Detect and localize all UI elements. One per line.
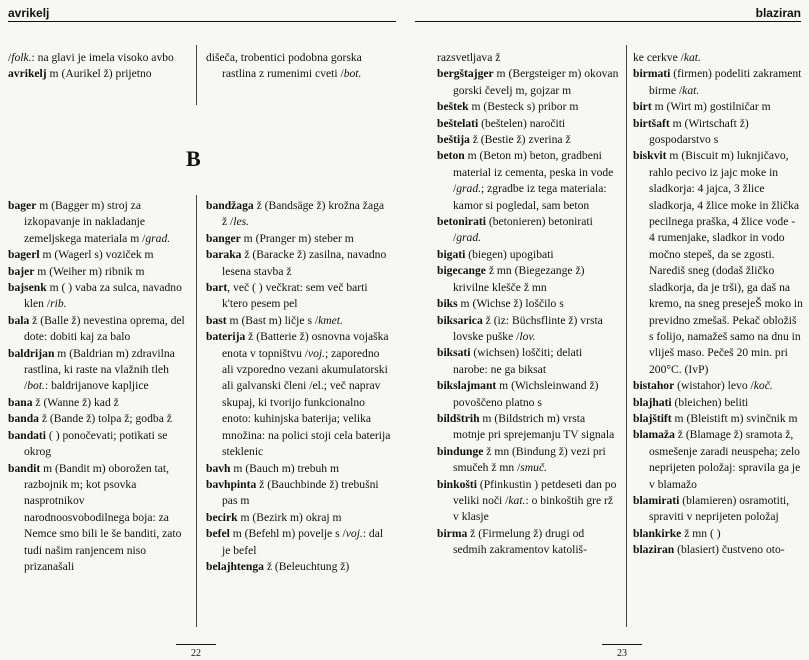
headword: beštija <box>437 133 470 147</box>
usage-label: smuč. <box>520 461 548 475</box>
headword: banger <box>206 231 241 245</box>
dictionary-entry <box>437 66 619 99</box>
definition-text: ž mn ( ) <box>681 526 721 540</box>
dictionary-entry <box>8 50 186 66</box>
dictionary-entry <box>633 66 803 99</box>
definition-text: (wichsen) loščiti; delati narobe: ne ga biksat <box>453 346 583 376</box>
definition-text: m (Bleistift m) svinčnik m <box>671 411 798 425</box>
definition-text: (wistahor) levo / <box>674 379 754 393</box>
headword: binkošti <box>437 477 477 491</box>
headword: bergštajger <box>437 67 494 81</box>
definition-text: m ( ) vaba za sulca, navadno klen / <box>24 281 182 311</box>
dictionary-entry <box>206 510 391 526</box>
usage-label: bot. <box>343 67 362 81</box>
headword: bajsenk <box>8 281 47 295</box>
right-page <box>407 0 809 660</box>
column-1 <box>437 50 619 559</box>
definition-text: ž (Bande ž) tolpa ž; godba ž <box>38 412 172 426</box>
usage-label: lov. <box>519 329 536 343</box>
usage-label: grad. <box>145 231 171 245</box>
headword: bikslajmant <box>437 379 497 393</box>
dictionary-entry <box>206 329 391 460</box>
usage-label: kat. <box>682 83 700 97</box>
dictionary-entry <box>8 247 188 263</box>
headword: blaziran <box>633 543 675 557</box>
usage-label: les. <box>233 215 250 229</box>
headword: bindunge <box>437 444 484 458</box>
header-rule <box>8 21 396 22</box>
usage-label: koč. <box>753 379 773 393</box>
headword: birtšaft <box>633 116 670 130</box>
dictionary-entry <box>437 263 619 296</box>
headword: bildštrih <box>437 411 480 425</box>
definition-text: m (Pranger m) steber m <box>240 231 354 245</box>
definition-text: ž (Batterie ž) osnovna vojaška enota v topništvu / <box>222 330 389 360</box>
dictionary-entry <box>437 214 619 247</box>
dictionary-entry <box>437 99 619 115</box>
definition-text: m (Wirtschaft ž) gospodarstvo s <box>649 116 749 147</box>
definition-text: ž (Baracke ž) zasilna, navadno lesena stavba ž <box>222 248 387 278</box>
running-header-left: avrikelj <box>8 6 50 20</box>
definition-text: ; zaporedno ali vzporedno vezani akumulatorski ali galvanski členi /el.; več naprav skupaj, ki tvorijo funkcionalno enoto: kuhinjska baterija; velika množina: na polici stoji cela baterija steklenic <box>222 346 391 459</box>
headword: baldrijan <box>8 346 55 360</box>
headword: bana <box>8 395 33 409</box>
definition-text: : baldrijanove kapljice <box>44 379 149 393</box>
definition-text: m (Bildstrich m) vrsta motnje pri sprejemanju TV signala <box>453 411 615 442</box>
definition-text: ž (Bandsäge ž) krožna žaga ž / <box>222 199 385 229</box>
section-letter: B <box>186 146 201 171</box>
dictionary-entry <box>437 132 619 148</box>
dictionary-entry <box>633 493 803 526</box>
dictionary-entry <box>437 477 619 526</box>
headword: blajštift <box>633 411 672 425</box>
definition-text: (blamieren) osramotiti, spraviti v neprijeten položaj <box>649 493 790 524</box>
headword: bandžaga <box>206 199 254 212</box>
footer-rule <box>602 644 642 645</box>
definition-text: m (Wirt m) gostilničar m <box>651 100 771 114</box>
dictionary-entry <box>206 477 391 510</box>
headword: belajhtenga <box>206 559 264 573</box>
usage-label: rib. <box>50 297 67 311</box>
definition-text: m (Befehl m) povelje s / <box>229 527 346 541</box>
headword: blajhati <box>633 395 672 409</box>
top-column-1 <box>8 50 186 83</box>
dictionary-entry <box>437 296 619 312</box>
headword: birt <box>633 100 652 114</box>
headword: bager <box>8 199 37 212</box>
dictionary-entry <box>8 280 188 313</box>
column-divider <box>626 45 627 627</box>
usage-label: grad. <box>456 182 482 196</box>
definition-text: (blasiert) čustveno oto- <box>674 543 785 557</box>
definition-text: ž mn (Biegezange ž) krivilne klešče ž mn <box>453 264 585 294</box>
dictionary-entry <box>206 247 391 280</box>
definition-text: m (Bagger m) stroj za izkopavanje in nakladanje zemeljskega materiala m / <box>24 199 146 245</box>
definition-text: ž (Wanne ž) kad ž <box>32 395 119 409</box>
definition-text: m (Biscuit m) luknjičavo, rahlo pecivo iz jajc moke in sladkorja: 4 jajca, 3 žlice sladkorja, 4 žlice moke in žlička pecilnega praška, 4 žlice vode - 4 rumenjake, sladkor in vodo močno stepeš, da se zgosti. Narediš sneg (dodaš žličko sladkorja, da je trši), ga daš na kremo, na sneg presejeŠ moko in previdno zmešaš. Pekač obložiš s folijo, namažeš samo na dnu in vliješ maso. Pečeš 20 min. pri 200°C. (IvP) <box>649 149 803 376</box>
dictionary-entry <box>633 411 803 427</box>
headword: bandit <box>8 461 41 475</box>
dictionary-entry <box>437 345 619 378</box>
definition-text: ž (Bestie ž) zverina ž <box>469 133 571 147</box>
definition-text: (bleichen) beliti <box>671 395 749 409</box>
usage-label: kmet. <box>318 313 343 327</box>
headword: birma <box>437 526 468 540</box>
definition-text: m (Beton m) beton, gradbeni material iz cementa, peska in vode / <box>453 149 614 196</box>
headword: blamaža <box>633 428 675 442</box>
headword: avrikelj <box>8 67 47 81</box>
headword: befel <box>206 527 230 541</box>
definition-text: m (Baldrian m) zdravilna rastlina, ki raste na vlažnih tleh / <box>24 346 175 393</box>
headword: beštek <box>437 100 469 114</box>
dictionary-entry <box>206 198 391 231</box>
headword: biksarica <box>437 313 483 327</box>
headword: bala <box>8 313 30 327</box>
definition-text: razsvetljava ž <box>437 51 501 64</box>
headword: bagerl <box>8 248 40 262</box>
usage-label: kat. <box>508 493 526 507</box>
dictionary-entry <box>633 542 803 558</box>
dictionary-entry <box>8 66 186 82</box>
headword: betonirati <box>437 215 486 229</box>
definition-text: m (Wichsleinwand ž) povoščeno platno s <box>453 379 599 409</box>
headword: biskvit <box>633 149 667 163</box>
dictionary-entry <box>437 411 619 444</box>
definition-text: m (Bergsteiger m) okovan gorski čevelj m, gojzar m <box>453 67 619 97</box>
dictionary-entry <box>633 148 803 378</box>
dictionary-entry <box>8 428 188 461</box>
headword: baterija <box>206 330 246 344</box>
usage-label: bot. <box>27 379 45 393</box>
dictionary-entry <box>437 148 619 214</box>
definition-text: ( ) ponočevati; potikati se okrog <box>24 428 168 459</box>
definition-text: / <box>8 51 12 64</box>
left-page <box>0 0 402 660</box>
definition-text: (betonieren) betonirati / <box>453 215 593 245</box>
column-1 <box>8 198 188 575</box>
running-header-right: blaziran <box>755 6 801 20</box>
usage-label: folk. <box>11 51 32 64</box>
usage-label: grad. <box>456 231 482 245</box>
usage-label: kat. <box>683 51 701 64</box>
definition-text: m (Weiher m) ribnik m <box>34 264 145 278</box>
headword: blamirati <box>633 493 680 507</box>
headword: bajer <box>8 264 35 278</box>
column-2 <box>206 198 391 575</box>
top-column-2 <box>206 50 384 83</box>
dictionary-entry <box>633 395 803 411</box>
dictionary-entry <box>206 50 384 83</box>
footer-rule <box>176 644 216 645</box>
dictionary-entry <box>437 378 619 411</box>
definition-text: ke cerkve / <box>633 51 684 64</box>
column-divider <box>196 195 197 627</box>
dictionary-entry <box>437 313 619 346</box>
dictionary-entry <box>633 526 803 542</box>
headword: baraka <box>206 248 242 262</box>
column-divider <box>196 45 197 105</box>
headword: biks <box>437 297 458 311</box>
headword: blankirke <box>633 526 682 540</box>
definition-text: (beštelen) naročiti <box>478 116 566 130</box>
column-2 <box>633 50 803 559</box>
headword: beton <box>437 149 465 163</box>
dictionary-entry <box>633 50 803 66</box>
definition-text: : na glavi je imela visoko avbo <box>31 51 174 64</box>
headword: birmati <box>633 67 671 81</box>
dictionary-entry <box>206 559 391 575</box>
definition-text: m (Bezirk m) okraj m <box>237 510 342 524</box>
page-number: 22 <box>191 648 201 659</box>
dictionary-entry <box>8 346 188 395</box>
dictionary-entry <box>8 395 188 411</box>
dictionary-entry <box>437 526 619 559</box>
definition-text: m (Bast m) ličje s / <box>226 313 319 327</box>
definition-text: : dal je befel <box>222 527 384 557</box>
headword: bart <box>206 281 228 295</box>
dictionary-entry <box>437 247 619 263</box>
definition-text: m (Wagerl s) voziček m <box>39 248 154 262</box>
dictionary-entry <box>206 280 391 313</box>
headword: becirk <box>206 510 238 524</box>
definition-text: ž mn (Bindung ž) vezi pri smučeh ž mn / <box>453 444 606 475</box>
headword: banda <box>8 412 39 426</box>
header-rule <box>415 21 801 22</box>
definition-text: ; zgradbe iz tega materiala: kamor si pogledal, sam beton <box>453 182 607 212</box>
dictionary-entry <box>633 427 803 493</box>
dictionary-entry <box>8 264 188 280</box>
dictionary-entry <box>633 378 803 394</box>
headword: bigecange <box>437 264 486 278</box>
page-number: 23 <box>617 648 627 659</box>
definition-text: ž (Blamage ž) sramota ž, osmešenje zaradi neuspeha; zelo neprijeten položaj: spravila ga je v blamažo <box>649 428 801 491</box>
headword: bigati <box>437 247 466 261</box>
headword: biksati <box>437 346 471 360</box>
dictionary-entry <box>8 461 188 576</box>
dictionary-entry <box>8 411 188 427</box>
definition-text: m (Bauch m) trebuh m <box>230 461 340 475</box>
headword: beštelati <box>437 116 479 130</box>
dictionary-entry <box>437 444 619 477</box>
dictionary-entry <box>437 50 619 66</box>
dictionary-entry <box>206 461 391 477</box>
definition-text: m (Besteck s) pribor m <box>468 100 579 114</box>
definition-text: ž (Beleuchtung ž) <box>263 559 350 573</box>
dictionary-entry <box>633 99 803 115</box>
definition-text: ž (Bauchbinde ž) trebušni pas m <box>222 477 379 508</box>
dictionary-entry <box>437 116 619 132</box>
definition-text: dišeča, trobentici podobna gorska rastlina z rumenimi cveti / <box>206 51 362 81</box>
dictionary-entry <box>206 231 391 247</box>
definition-text: (biegen) upogibati <box>465 247 554 261</box>
dictionary-entry <box>8 198 188 247</box>
definition-text: ž (iz: Büchsflinte ž) vrsta lovske puške / <box>453 313 603 343</box>
usage-label: voj. <box>345 527 363 541</box>
headword: bavhpinta <box>206 477 257 491</box>
dictionary-entry <box>206 313 391 329</box>
definition-text: m (Wichse ž) loščilo s <box>457 297 564 311</box>
definition-text: m (Aurikel ž) prijetno <box>46 67 152 81</box>
definition-text: ž (Balle ž) nevestina oprema, del dote: dobiti kaj za balo <box>24 313 185 344</box>
dictionary-entry <box>8 313 188 346</box>
definition-text: , več ( ) večkrat: sem več barti k'tero pesem pel <box>222 281 368 311</box>
definition-text: (Pfinkustin ) petdeseti dan po veliki noči / <box>453 477 617 507</box>
definition-text: (firmen) podeliti zakrament birme / <box>649 67 802 97</box>
headword: bistahor <box>633 379 675 393</box>
dictionary-entry <box>206 526 391 559</box>
headword: bavh <box>206 461 231 475</box>
usage-label: voj. <box>307 346 326 360</box>
definition-text: ž (Firmelung ž) drugi od sedmih zakramentov katoliš- <box>453 526 587 557</box>
headword: bast <box>206 313 227 327</box>
dictionary-entry <box>633 116 803 149</box>
definition-text: m (Bandit m) oborožen tat, razbojnik m; kot psovka nasprotnikov narodnoosvobodilnega boja: za Nemce smo bili le še banditi, zato tudi našim ranjencem niso prizanašali <box>24 461 182 573</box>
definition-text: : o binkoštih gre rž v klasje <box>453 493 614 524</box>
headword: bandati <box>8 428 47 442</box>
